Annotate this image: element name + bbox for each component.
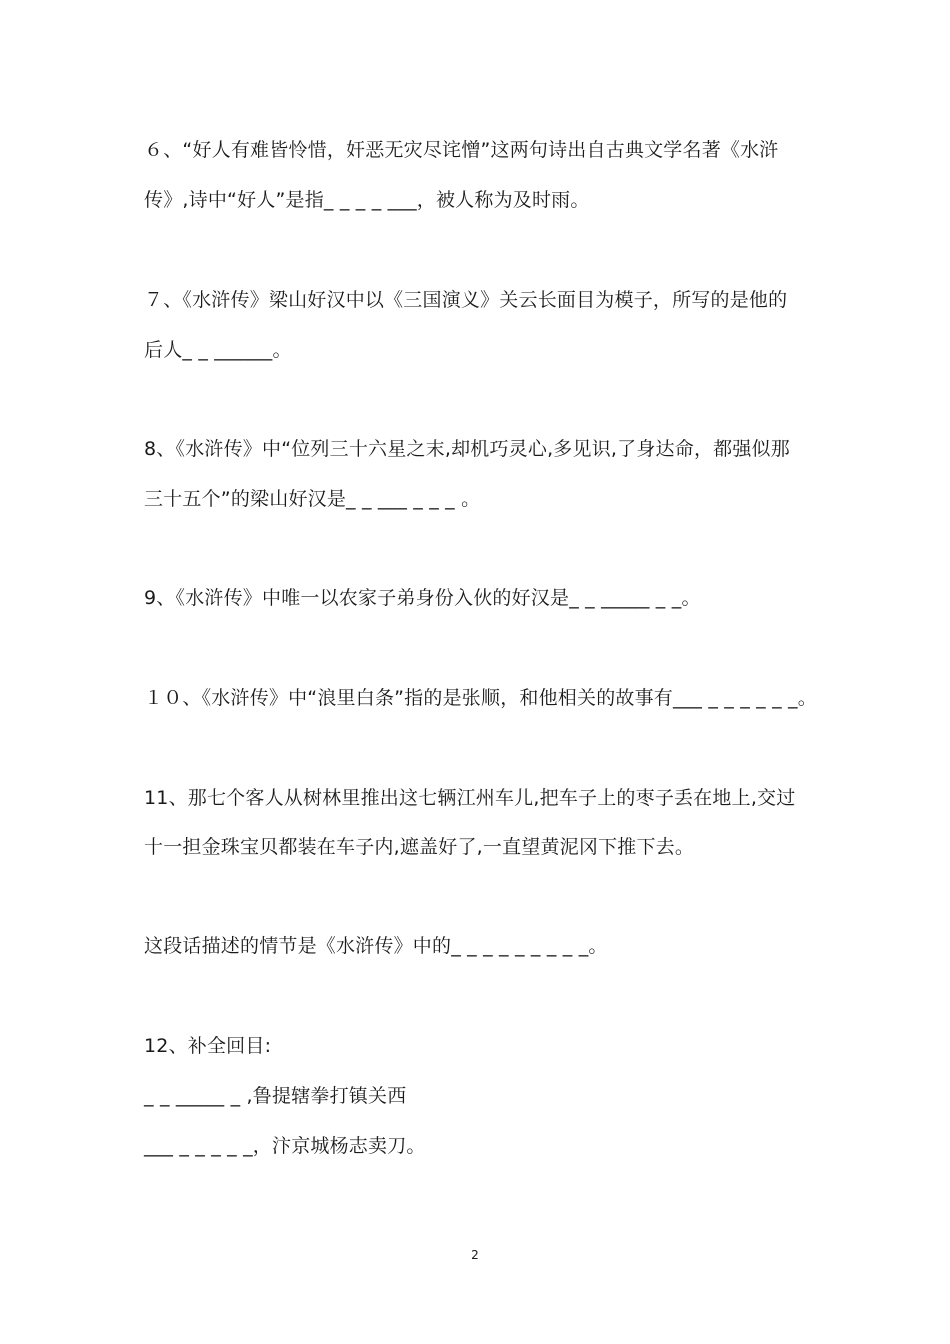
question-7-line-2: 后人_ _ ______。	[144, 339, 292, 361]
question-7-line-1: ７、《水浒传》梁山好汉中以《三国演义》关云长面目为模子，所写的是他的	[144, 289, 788, 311]
question-8-line-2: 三十五个”的梁山好汉是_ _ ___ _ _ _ 。	[144, 488, 481, 510]
page-number: 2	[471, 1248, 479, 1262]
question-12-line-3: ___ _ _ _ _ _，汴京城杨志卖刀。	[144, 1135, 426, 1157]
question-12-line-1: 12、补全回目:	[144, 1035, 272, 1057]
question-11-line-2: 十一担金珠宝贝都装在车子内,遮盖好了,一直望黄泥冈下推下去。	[144, 836, 695, 858]
question-11-line-3: 这段话描述的情节是《水浒传》中的_ _ _ _ _ _ _ _ _。	[144, 935, 608, 957]
question-11-line-1: 11、那七个客人从树林里推出这七辆江州车儿,把车子上的枣子丢在地上,交过	[144, 787, 796, 809]
question-9-line-1: 9、《水浒传》中唯一以农家子弟身份入伙的好汉是_ _ _____ _ _。	[144, 587, 701, 609]
question-12-line-2: _ _ _____ _ ,鲁提辖拳打镇关西	[144, 1085, 407, 1107]
question-6-line-1: ６、“好人有难皆怜惜，奸恶无灾尽诧憎”这两句诗出自古典文学名著《水浒	[144, 139, 779, 161]
question-10-line-1: １０、《水浒传》中“浪里白条”指的是张顺，和他相关的故事有___ _ _ _ _ _ _。	[144, 687, 817, 709]
question-6-line-2: 传》,诗中“好人”是指_ _ _ _ ___，被人称为及时雨。	[144, 189, 590, 211]
question-8-line-1: 8、《水浒传》中“位列三十六星之末,却机巧灵心,多见识,了身达命，都强似那	[144, 438, 790, 460]
